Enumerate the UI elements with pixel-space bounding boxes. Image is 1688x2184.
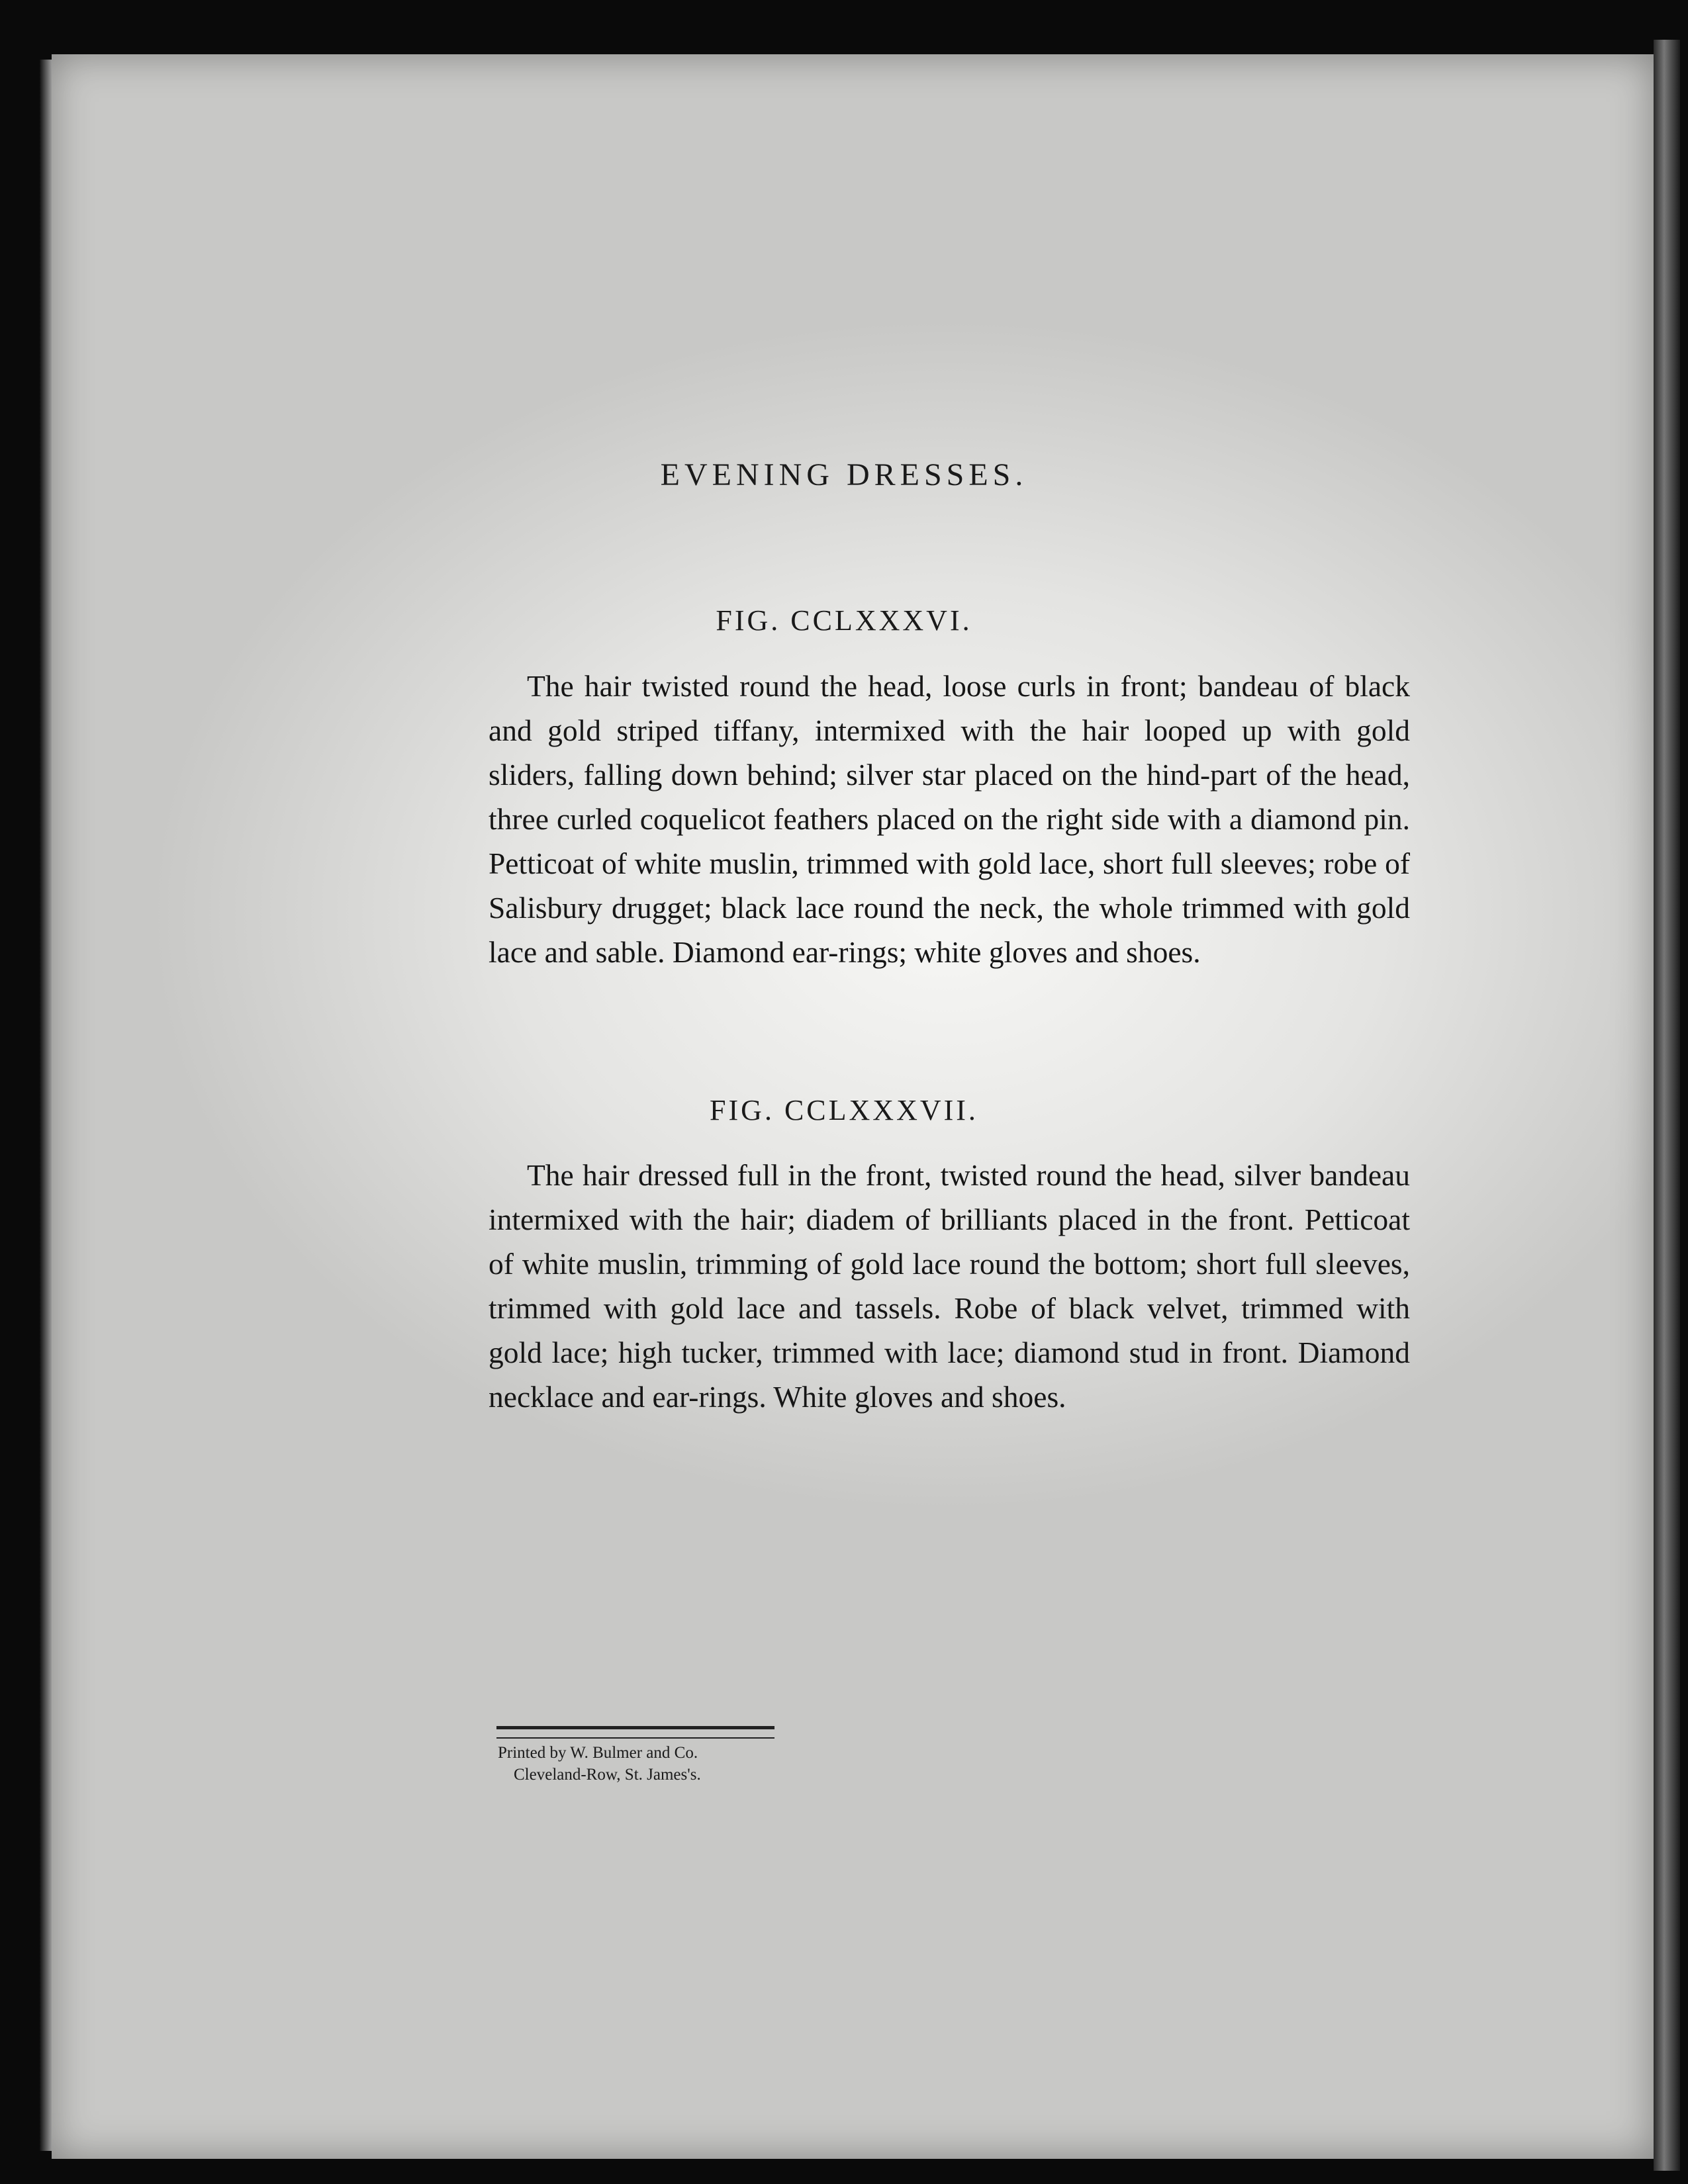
printer-line-2: Cleveland-Row, St. James's. xyxy=(514,1766,701,1784)
page-title: EVENING DRESSES. xyxy=(660,457,1028,492)
printer-line-1: Printed by W. Bulmer and Co. xyxy=(498,1744,698,1762)
printer-rule xyxy=(496,1726,774,1739)
figure-description-2: The hair dressed full in the front, twisted round the head, silver bandeau intermixed with the hair; diadem of brilliants placed in the front. Petticoat of white muslin, trimming of gold lace round the bottom; short full sleeves, trimmed with gold lace and tassels. Robe of black velvet, trimmed with gold lace; high tucker, trimmed with lace; diamond stud in front. Diamond necklace and ear-rings. White gloves and shoes. xyxy=(489,1158,1410,1414)
figure-heading-1: FIG. CCLXXXVI. xyxy=(716,604,972,637)
figure-heading-2: FIG. CCLXXXVII. xyxy=(710,1094,978,1126)
printer-imprint xyxy=(498,1742,701,1786)
figure-description-1: The hair twisted round the head, loose curls in front; bandeau of black and gold striped tiffany, intermixed with the hair looped up with gold sliders, falling down behind; silver star placed on the hind-part of the head, three curled coquelicot feathers placed on the right side with a diamond pin. Petticoat of white muslin, trimmed with gold lace, short full sleeves; robe of Salisbury drugget; black lace round the neck, the whole trimmed with gold lace and sable. Diamond ear-rings; white gloves and shoes. xyxy=(489,669,1410,969)
